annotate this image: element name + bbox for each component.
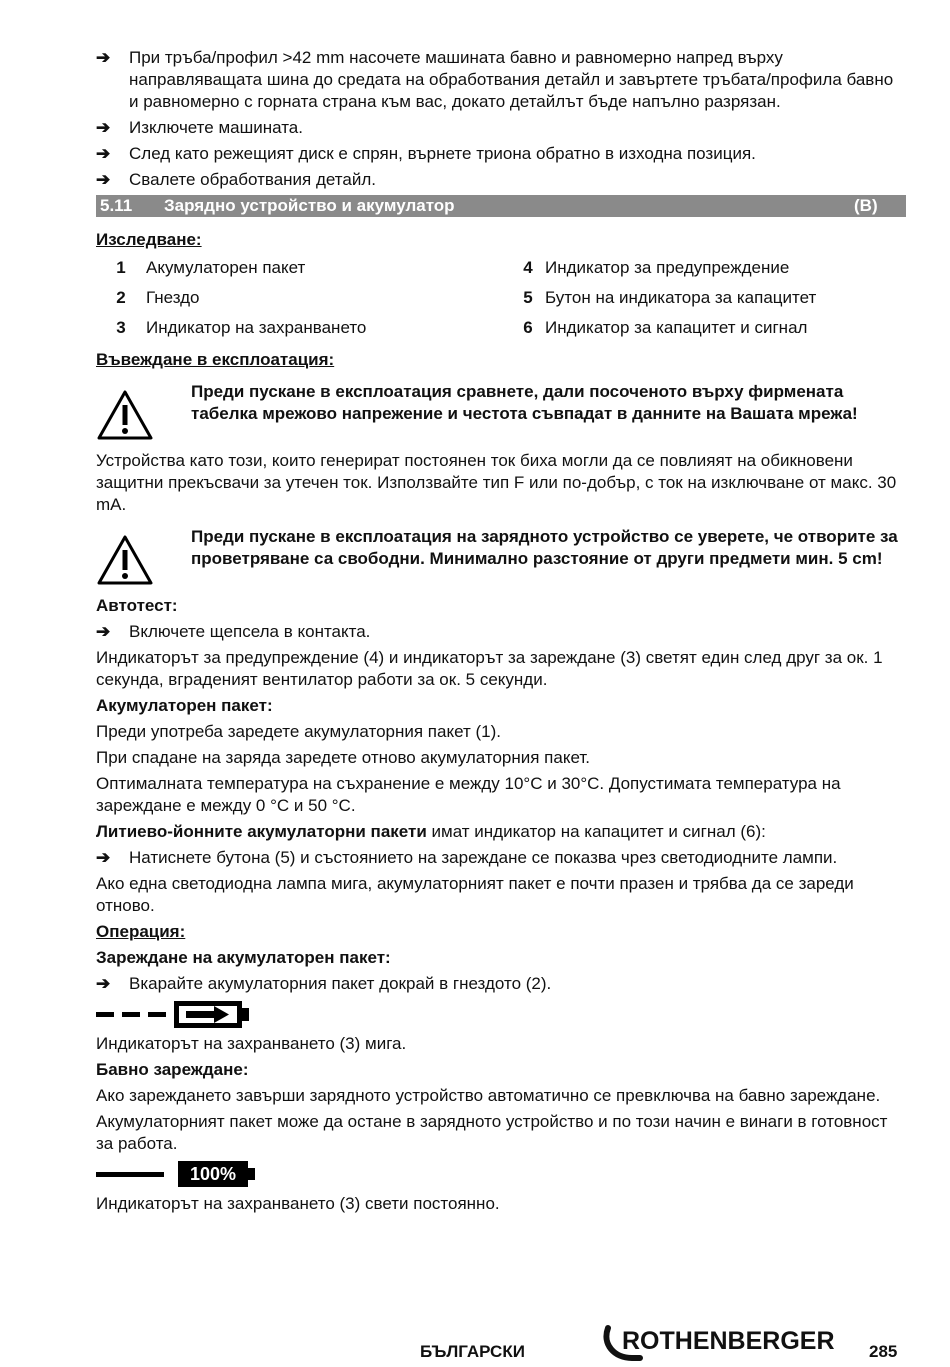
list-item bbox=[96, 143, 906, 165]
paragraph: Индикаторът на захранването (3) мига. bbox=[96, 1034, 407, 1053]
paragraph: Индикаторът на захранването (3) свети постоянно. bbox=[96, 1194, 500, 1213]
legend-number: 6 bbox=[523, 318, 533, 337]
list-item bbox=[96, 847, 906, 869]
selftest-heading: Автотест: bbox=[96, 596, 178, 615]
charging-symbol bbox=[96, 999, 906, 1029]
battery-full-icon bbox=[178, 1161, 248, 1187]
legend-number: 1 bbox=[116, 258, 126, 277]
section-header bbox=[96, 195, 906, 217]
arrow-right-icon: ➔ bbox=[96, 622, 111, 641]
legend-number: 5 bbox=[523, 288, 533, 307]
legend-column bbox=[96, 257, 491, 347]
paragraph: Ако една светодиодна лампа мига, акумулаторният пакет е почти празен и трябва да се зареди отново. bbox=[96, 874, 854, 915]
operation-heading: Операция: bbox=[96, 922, 186, 941]
bullet-text: Вкарайте акумулаторния пакет докрай в гнездото (2). bbox=[129, 974, 552, 993]
legend-label: Гнездо bbox=[146, 288, 200, 307]
legend-item bbox=[96, 317, 491, 347]
list-item bbox=[96, 117, 906, 139]
warning-triangle-icon bbox=[96, 381, 191, 446]
arrow-right-icon: ➔ bbox=[96, 170, 111, 189]
page-content bbox=[96, 47, 906, 1215]
list-item bbox=[96, 621, 906, 643]
paragraph: Акумулаторният пакет може да остане в зарядното устройство и по този начин е винаги в готовност за работа. bbox=[96, 1112, 888, 1153]
steady-line bbox=[96, 1172, 164, 1177]
list-item bbox=[96, 973, 906, 995]
bullet-text: Натиснете бутона (5) и състоянието на зареждане се показва чрез светодиодните лампи. bbox=[129, 848, 838, 867]
warning-text: Преди пускане в експлоатация сравнете, дали посоченото върху фирмената табелка мрежово напрежение и честота съвпадат в данните на Вашата мрежа! bbox=[191, 382, 858, 423]
legend-number: 4 bbox=[523, 258, 533, 277]
full-charge-label: 100% bbox=[189, 1164, 237, 1184]
legend-label: Акумулаторен пакет bbox=[146, 258, 306, 277]
legend-item bbox=[511, 317, 906, 347]
page-number: 285 bbox=[869, 1342, 898, 1361]
list-item bbox=[96, 47, 906, 113]
paragraph: Оптималната температура на съхранение е между 10°C и 30°C. Допустимата температура на зареждане е между 0 °C и 50 °C. bbox=[96, 774, 841, 815]
warning-text: Преди пускане в експлоатация на зарядното устройство се уверете, че отворите за проветряване са свободни. Минимално разстояние от други предмети мин. 5 cm! bbox=[191, 527, 898, 568]
warning-block bbox=[96, 526, 906, 591]
battery-terminal bbox=[248, 1168, 255, 1180]
legend-label: Бутон на индикатора за капацитет bbox=[545, 288, 817, 307]
paragraph: При спадане на заряда заредете отново акумулаторния пакет. bbox=[96, 748, 590, 767]
text: имат индикатор на капацитет и сигнал (6): bbox=[426, 822, 766, 841]
section-title: Зарядно устройство и акумулатор bbox=[164, 196, 455, 215]
legend-number: 2 bbox=[116, 288, 126, 307]
bold-text: Литиево-йонните акумулаторни пакети bbox=[96, 822, 427, 841]
legend-item bbox=[511, 257, 906, 287]
bullet-text: Изключете машината. bbox=[129, 118, 303, 137]
brand-logo-text: ROTHENBERGER bbox=[622, 1327, 835, 1355]
footer-language: БЪЛГАРСКИ bbox=[420, 1342, 525, 1361]
overview-heading: Изследване: bbox=[96, 230, 202, 249]
paragraph: Преди употреба заредете акумулаторния пакет (1). bbox=[96, 722, 501, 741]
legend-label: Индикатор за капацитет и сигнал bbox=[545, 318, 808, 337]
section-figure-tag: (B) bbox=[854, 196, 878, 215]
charging-subheading: Зареждане на акумулаторен пакет: bbox=[96, 948, 391, 967]
arrow-right-icon: ➔ bbox=[96, 48, 111, 67]
legend-number: 3 bbox=[116, 318, 126, 337]
warning-triangle-icon bbox=[96, 526, 191, 591]
bullet-text: При тръба/профил >42 mm насочете машината бавно и равномерно напред върху направляващата шина до средата на обработвания детайл и завъртете тръбата/профила бавно и равномерно с горната страна към вас, докато детайлът бъде напълно разрязан. bbox=[129, 48, 894, 111]
bullet-text: Включете щепсела в контакта. bbox=[129, 622, 371, 641]
paragraph bbox=[96, 821, 906, 843]
bullet-text: Свалете обработвания детайл. bbox=[129, 170, 376, 189]
arrow-right-icon: ➔ bbox=[96, 848, 111, 867]
trickle-heading: Бавно зареждане: bbox=[96, 1060, 249, 1079]
arrow-right-icon: ➔ bbox=[96, 118, 111, 137]
paragraph: Ако зареждането завърши зарядното устройство автоматично се превключва на бавно зареждане. bbox=[96, 1086, 881, 1105]
list-item bbox=[96, 169, 906, 191]
legend-column bbox=[511, 257, 906, 347]
legend-item bbox=[96, 257, 491, 287]
paragraph: Индикаторът за предупреждение (4) и индикаторът за зареждане (3) светят един след друг за ок. 1 секунда, вграденият вентилатор работи за ок. 5 секунди. bbox=[96, 648, 883, 689]
legend-item bbox=[511, 287, 906, 317]
section-number: 5.11 bbox=[100, 196, 133, 215]
brand-logo bbox=[600, 1322, 855, 1367]
commissioning-heading: Въвеждане в експлоатация: bbox=[96, 350, 335, 369]
parts-legend bbox=[96, 257, 906, 347]
legend-item bbox=[96, 287, 491, 317]
warning-block bbox=[96, 381, 906, 446]
paragraph: Устройства като този, които генерират постоянен ток биха могли да се повлияят на обикновени защитни прекъсвачи за утечен ток. Използвайте тип F или по-добър, с ток на изключване от макс. 30 mA. bbox=[96, 451, 897, 514]
legend-label: Индикатор на захранването bbox=[146, 318, 367, 337]
bullet-text: След като режещият диск е спрян, върнете триона обратно в изходна позиция. bbox=[129, 144, 756, 163]
battery-heading: Акумулаторен пакет: bbox=[96, 696, 273, 715]
arrow-right-icon: ➔ bbox=[96, 144, 111, 163]
arrow-right-icon: ➔ bbox=[96, 974, 111, 993]
full-charge-symbol bbox=[96, 1159, 906, 1189]
battery-charging-icon bbox=[96, 999, 256, 1029]
legend-label: Индикатор за предупреждение bbox=[545, 258, 790, 277]
